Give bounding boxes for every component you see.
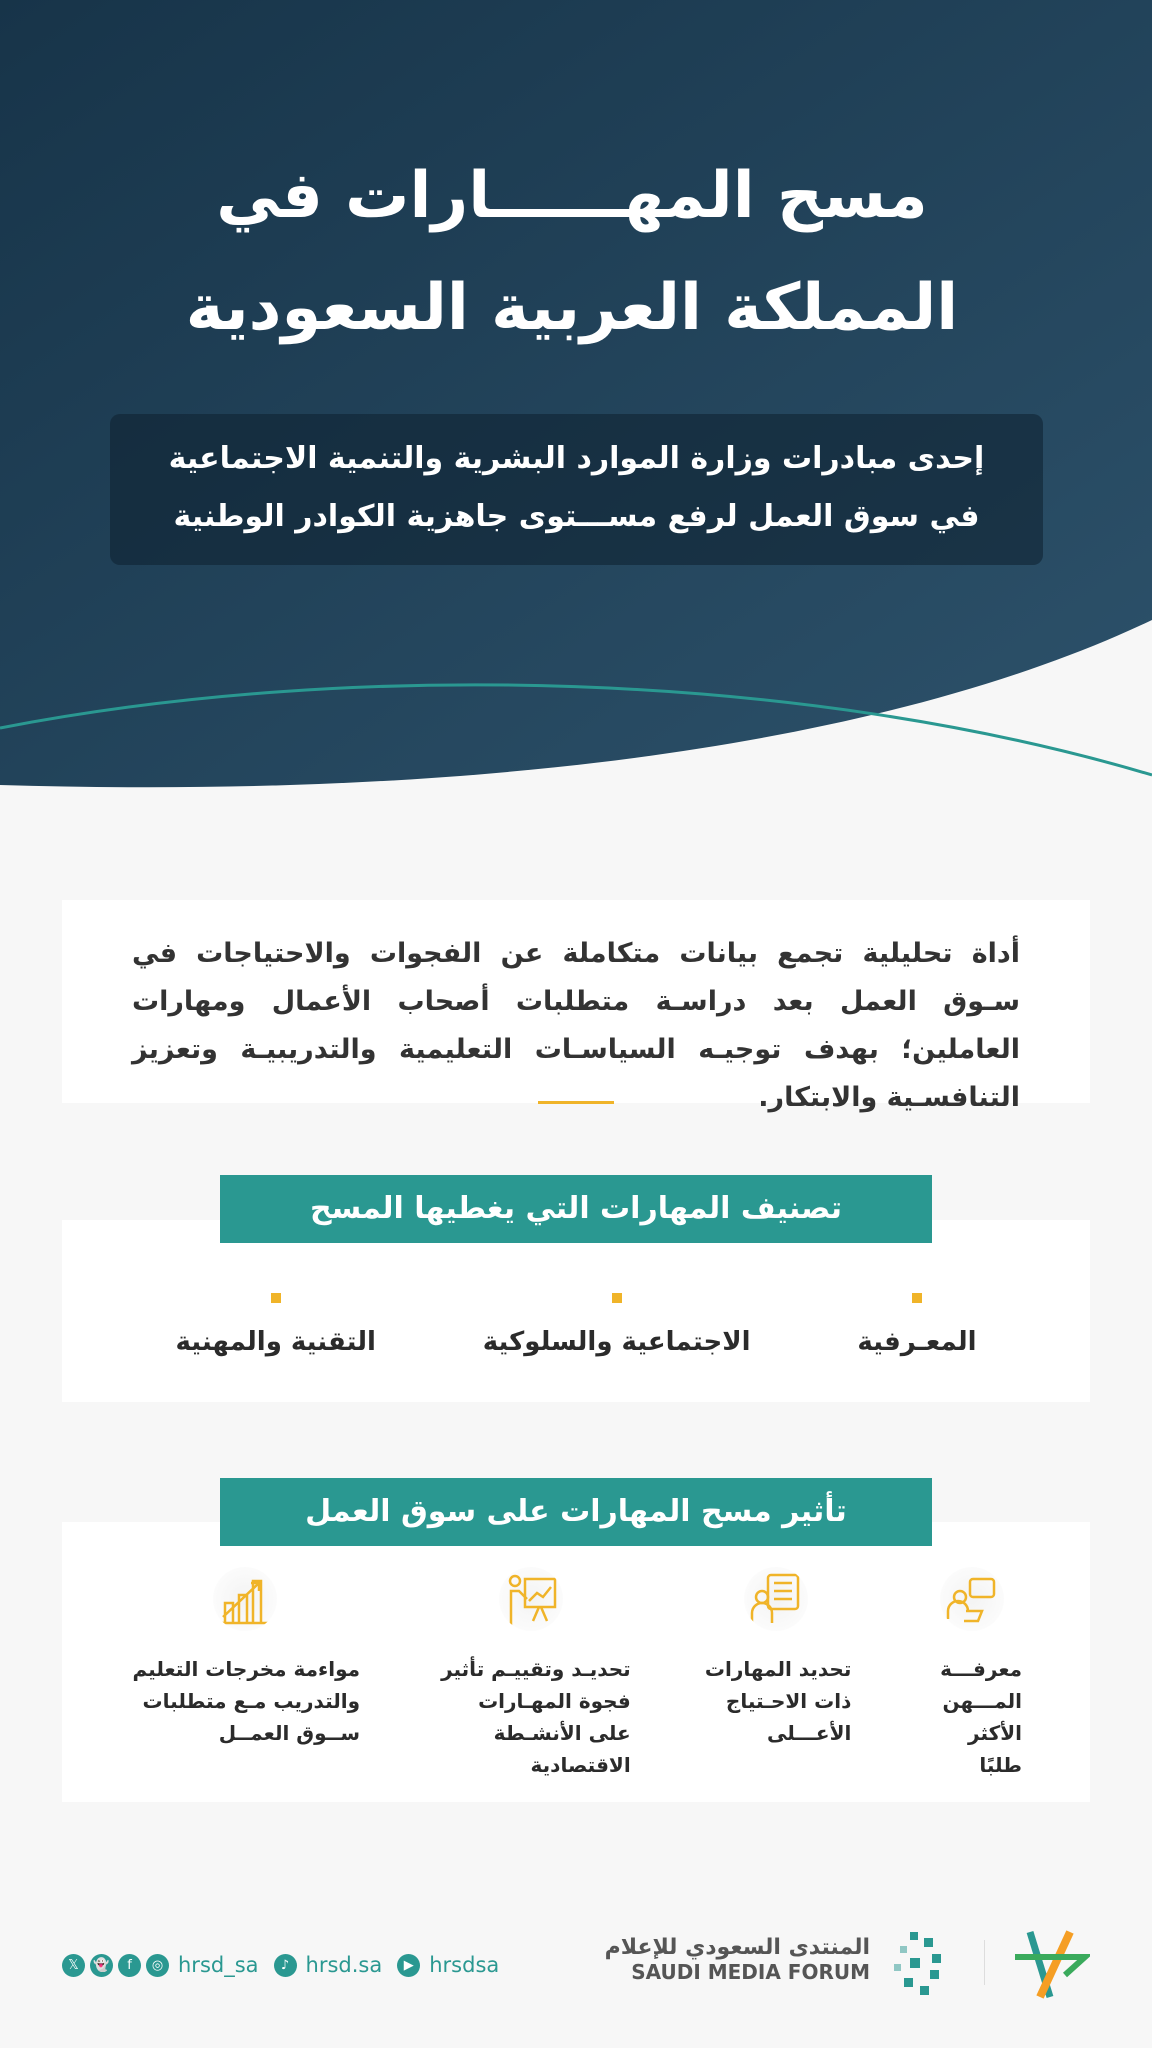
categories-heading: تصنيف المهارات التي يغطيها المسح xyxy=(220,1175,932,1243)
tiktok-icon[interactable]: ♪ xyxy=(274,1954,297,1977)
impact-item xyxy=(701,1567,851,1802)
subtitle-line: في سوق العمل لرفع مســـتوى جاهزية الكوادر الوطنية xyxy=(173,499,980,534)
instagram-icon[interactable]: ◎ xyxy=(146,1954,169,1977)
forum-name-en: SAUDI MEDIA FORUM xyxy=(631,1960,870,1984)
hero-banner xyxy=(0,0,1152,800)
bullet-icon xyxy=(271,1293,281,1303)
social-handle[interactable]: hrsdsa xyxy=(429,1953,500,1977)
category-item xyxy=(175,1293,375,1357)
social-handle[interactable]: hrsd_sa xyxy=(178,1953,259,1977)
impact-text: معرفـــة المـــهن الأكثر طلبًا xyxy=(940,1657,1022,1777)
category-label: الاجتماعية والسلوكية xyxy=(482,1327,751,1357)
hero-background xyxy=(0,0,1152,800)
divider xyxy=(538,1101,614,1104)
categories-card xyxy=(62,1220,1090,1402)
bullet-icon xyxy=(612,1293,622,1303)
social-handle[interactable]: hrsd.sa xyxy=(305,1953,383,1977)
footer xyxy=(62,1935,1090,1995)
impact-heading: تأثير مسح المهارات على سوق العمل xyxy=(220,1478,932,1546)
category-item xyxy=(483,1293,751,1357)
category-item xyxy=(857,1293,976,1357)
ministry-logo-icon xyxy=(1010,1927,1090,2002)
forum-dots-icon xyxy=(880,1930,950,2000)
bullet-icon xyxy=(912,1293,922,1303)
social-links xyxy=(62,1953,509,1977)
youtube-icon[interactable]: ▶ xyxy=(397,1954,420,1977)
intro-text: أداة تحليلية تجمع بيانات متكاملة عن الفجوات والاحتياجات في سـوق العمل بعد دراسـة متطلبات أصحاب الأعمال ومهارات العاملين؛ بهدف توجيـه السياسـات التعليمية والتدريبيـة وتعزيز التنافسـية والابتكار. xyxy=(132,938,1020,1113)
impact-text: تحديد المهارات ذات الاحـتياج الأعـــلى xyxy=(704,1657,852,1745)
impact-text: مواءمة مخرجات التعليم والتدريب مـع متطلبات ســوق العمــل xyxy=(132,1657,361,1745)
x-icon[interactable]: 𝕏 xyxy=(62,1954,85,1977)
category-label: المعـرفية xyxy=(857,1327,977,1357)
impact-text: تحديـد وتقييـم تأثير فجوة المهـارات على الأنشـطة الاقتصادية xyxy=(441,1657,631,1777)
person-chat-icon xyxy=(940,1567,1004,1631)
divider xyxy=(984,1940,985,1985)
title-line: مسح المهــــــارات في xyxy=(216,159,928,233)
facebook-icon[interactable]: f xyxy=(118,1954,141,1977)
forum-name-ar: المنتدى السعودي للإعلام xyxy=(604,1935,870,1960)
impact-card xyxy=(62,1522,1090,1802)
saudi-media-forum-logo xyxy=(605,1935,870,1984)
snapchat-icon[interactable]: 👻 xyxy=(90,1954,113,1977)
category-label: التقنية والمهنية xyxy=(175,1327,376,1357)
subtitle-line: إحدى مبادرات وزارة الموارد البشرية والتنمية الاجتماعية xyxy=(168,441,985,476)
page-title xyxy=(102,140,1042,364)
intro-card xyxy=(62,900,1090,1113)
impact-item xyxy=(431,1567,631,1802)
title-line: المملكة العربية السعودية xyxy=(185,271,959,345)
subtitle-box xyxy=(110,414,1043,565)
impact-item xyxy=(922,1567,1022,1802)
impact-item xyxy=(130,1567,360,1802)
growth-chart-icon xyxy=(213,1567,277,1631)
presentation-chart-icon xyxy=(499,1567,563,1631)
checklist-icon xyxy=(744,1567,808,1631)
